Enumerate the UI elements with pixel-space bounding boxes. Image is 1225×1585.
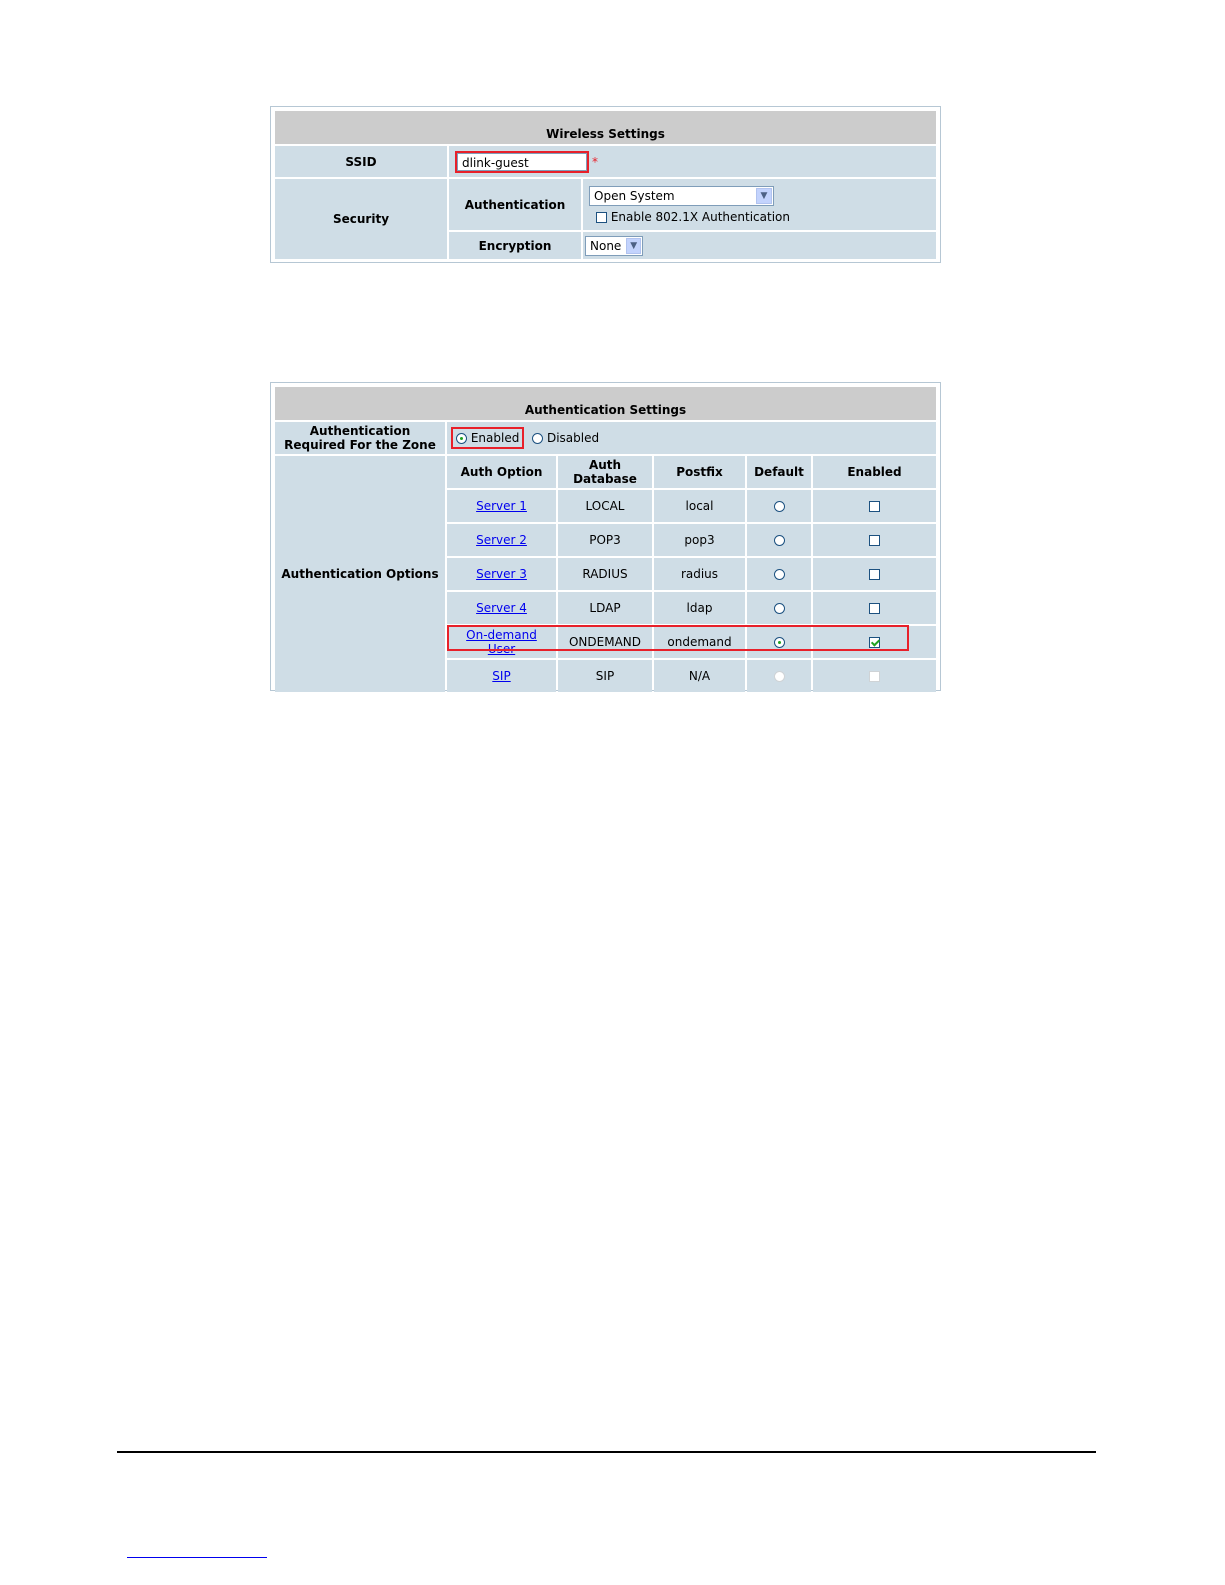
- ssid-highlight: [455, 151, 589, 173]
- encryption-label: Encryption: [449, 232, 581, 259]
- enabled-checkbox[interactable]: [869, 637, 880, 648]
- default-radio[interactable]: [774, 535, 785, 546]
- enabled-radio-highlight: [451, 427, 524, 449]
- auth-option-sip-link[interactable]: SIP: [492, 669, 511, 683]
- auth-database-cell: LDAP: [558, 592, 652, 624]
- authentication-select[interactable]: [589, 186, 774, 206]
- col-header-default: Default: [747, 456, 811, 488]
- ssid-input[interactable]: dlink-guest: [457, 153, 587, 171]
- encryption-select[interactable]: [585, 236, 643, 256]
- col-header-enabled: Enabled: [813, 456, 936, 488]
- auth-database-cell: RADIUS: [558, 558, 652, 590]
- col-header-auth-option: Auth Option: [447, 456, 556, 488]
- chevron-down-icon[interactable]: ▼: [626, 238, 641, 254]
- postfix-cell: ldap: [654, 592, 745, 624]
- default-radio[interactable]: [774, 569, 785, 580]
- wireless-settings-table: [273, 109, 938, 261]
- default-radio: [774, 671, 785, 682]
- postfix-cell: ondemand: [654, 626, 745, 658]
- footer-divider: [117, 1451, 1096, 1453]
- auth-required-label: Authentication Required For the Zone: [275, 422, 445, 454]
- col-header-postfix: Postfix: [654, 456, 745, 488]
- enable-8021x-checkbox[interactable]: [596, 212, 607, 223]
- auth-database-cell: ONDEMAND: [558, 626, 652, 658]
- auth-database-cell: LOCAL: [558, 490, 652, 522]
- authentication-label: Authentication: [449, 179, 581, 230]
- auth-option-on-demand-user-link[interactable]: On-demand User: [466, 628, 537, 656]
- chevron-down-icon[interactable]: ▼: [756, 188, 772, 204]
- auth-enabled-label: Enabled: [470, 431, 520, 445]
- authentication-select-value: Open System: [594, 188, 675, 203]
- enabled-checkbox[interactable]: [869, 501, 880, 512]
- footer-link-underline: [127, 1557, 267, 1558]
- security-label: Security: [275, 179, 447, 259]
- auth-disabled-radio[interactable]: [532, 433, 543, 444]
- wireless-settings-panel: [270, 106, 941, 263]
- default-radio[interactable]: [774, 603, 785, 614]
- auth-option-server-1-link[interactable]: Server 1: [476, 499, 527, 513]
- enabled-checkbox[interactable]: [869, 535, 880, 546]
- postfix-cell: radius: [654, 558, 745, 590]
- auth-option-server-3-link[interactable]: Server 3: [476, 567, 527, 581]
- col-header-auth-database: Auth Database: [558, 456, 652, 488]
- authentication-settings-title: Authentication Settings: [275, 387, 936, 420]
- enabled-checkbox[interactable]: [869, 569, 880, 580]
- wireless-settings-title: Wireless Settings: [275, 111, 936, 144]
- postfix-cell: pop3: [654, 524, 745, 556]
- auth-disabled-label: Disabled: [546, 431, 600, 445]
- default-radio[interactable]: [774, 637, 785, 648]
- auth-option-server-2-link[interactable]: Server 2: [476, 533, 527, 547]
- auth-options-label: Authentication Options: [275, 456, 445, 692]
- auth-database-cell: POP3: [558, 524, 652, 556]
- auth-database-cell: SIP: [558, 660, 652, 692]
- authentication-settings-panel: [270, 382, 941, 691]
- enabled-checkbox[interactable]: [869, 603, 880, 614]
- postfix-cell: N/A: [654, 660, 745, 692]
- encryption-select-value: None: [590, 238, 622, 253]
- authentication-settings-table: [273, 385, 938, 694]
- default-radio[interactable]: [774, 501, 785, 512]
- auth-enabled-radio[interactable]: [456, 433, 467, 444]
- ssid-label: SSID: [275, 146, 447, 177]
- required-mark: *: [592, 154, 598, 169]
- auth-option-server-4-link[interactable]: Server 4: [476, 601, 527, 615]
- enabled-checkbox: [869, 671, 880, 682]
- postfix-cell: local: [654, 490, 745, 522]
- enable-8021x-label: Enable 802.1X Authentication: [610, 209, 790, 224]
